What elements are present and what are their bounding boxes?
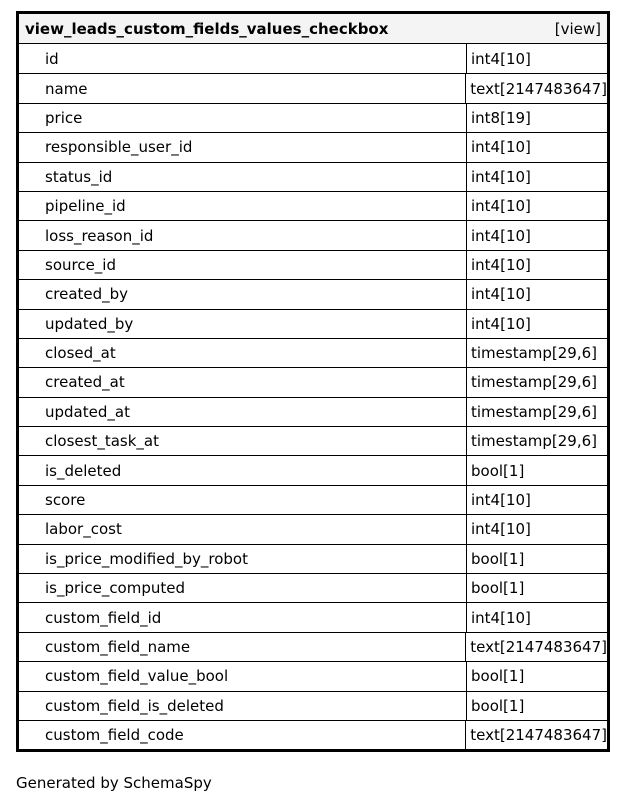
column-name: name [19, 74, 466, 102]
column-name: is_price_modified_by_robot [19, 545, 467, 573]
column-name: custom_field_value_bool [19, 662, 467, 690]
column-type: int4[10] [471, 49, 531, 68]
column-name: updated_at [19, 398, 467, 426]
column-name: labor_cost [19, 515, 467, 543]
column-name: closest_task_at [19, 427, 467, 455]
column-type: bool[1] [471, 461, 525, 480]
column-type: timestamp[29,6] [471, 373, 598, 392]
column-name: custom_field_code [19, 721, 466, 749]
column-name: loss_reason_id [19, 221, 467, 249]
column-type: int4[10] [471, 314, 531, 333]
column-row [19, 220, 607, 249]
column-name: id [19, 44, 467, 73]
column-row [19, 367, 607, 396]
column-row [19, 132, 607, 161]
column-type: bool[1] [471, 579, 525, 598]
generator-credit: Generated by SchemaSpy [16, 774, 212, 792]
column-type: bool[1] [471, 667, 525, 686]
column-type: int4[10] [471, 197, 531, 216]
column-row [19, 103, 607, 132]
column-name: status_id [19, 163, 467, 191]
column-name: score [19, 486, 467, 514]
column-type: int4[10] [471, 285, 531, 304]
column-row [19, 661, 607, 690]
column-name: closed_at [19, 339, 467, 367]
column-type: text[2147483647] [470, 726, 607, 745]
column-name: created_at [19, 368, 467, 396]
entity-title: view_leads_custom_fields_values_checkbox [25, 19, 389, 38]
entity-header [19, 14, 607, 44]
column-type: timestamp[29,6] [471, 344, 598, 363]
column-name: updated_by [19, 310, 467, 338]
column-row [19, 485, 607, 514]
column-list [19, 44, 607, 749]
column-name: pipeline_id [19, 192, 467, 220]
column-type: int8[19] [471, 108, 531, 127]
column-type: int4[10] [471, 167, 531, 186]
column-name: custom_field_name [19, 633, 466, 661]
column-row [19, 309, 607, 338]
entity-kind-label: [view] [554, 19, 601, 38]
column-name: is_price_computed [19, 574, 467, 602]
column-row [19, 426, 607, 455]
column-type: int4[10] [471, 226, 531, 245]
column-type: int4[10] [471, 520, 531, 539]
column-row [19, 250, 607, 279]
column-type: text[2147483647] [470, 638, 607, 656]
column-type: int4[10] [471, 608, 531, 627]
column-name: price [19, 104, 467, 132]
column-row [19, 191, 607, 220]
column-type: text[2147483647] [470, 79, 607, 98]
column-name: is_deleted [19, 456, 467, 484]
column-name: source_id [19, 251, 467, 279]
column-row [19, 73, 607, 102]
column-type: int4[10] [471, 491, 531, 510]
column-type: timestamp[29,6] [471, 432, 598, 451]
column-row [19, 720, 607, 749]
column-row [19, 573, 607, 602]
column-row [19, 338, 607, 367]
column-type: int4[10] [471, 255, 531, 274]
column-row [19, 455, 607, 484]
column-row [19, 691, 607, 720]
view-entity-box [16, 11, 610, 752]
column-name: custom_field_is_deleted [19, 692, 467, 720]
column-type: int4[10] [471, 138, 531, 157]
column-type: bool[1] [471, 696, 525, 715]
column-row [19, 514, 607, 543]
column-row [19, 162, 607, 191]
column-name: created_by [19, 280, 467, 308]
column-type: bool[1] [471, 549, 525, 568]
column-name: custom_field_id [19, 603, 467, 631]
column-row [19, 397, 607, 426]
column-row [19, 279, 607, 308]
column-row [19, 44, 607, 73]
column-row [19, 632, 607, 661]
column-row [19, 544, 607, 573]
column-type: timestamp[29,6] [471, 402, 598, 421]
column-name: responsible_user_id [19, 133, 467, 161]
column-row [19, 602, 607, 631]
